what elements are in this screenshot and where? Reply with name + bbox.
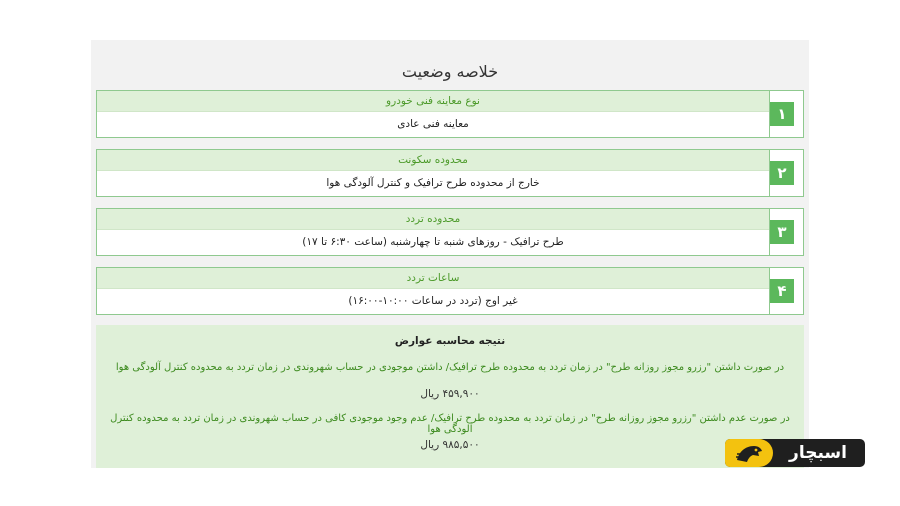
row-heading: ساعات تردد bbox=[97, 268, 769, 289]
row-number-badge: ۳ bbox=[770, 220, 794, 244]
row-value: خارج از محدوده طرح ترافیک و کنترل آلودگی هوا bbox=[326, 177, 540, 189]
result-condition-2: در صورت عدم داشتن "رزرو مجوز روزانه طرح" در زمان تردد به محدوده طرح ترافیک/ عدم وجود موجودی کافی در حساب شهروندی در زمان تردد به محدوده کنترل آلودگی هوا bbox=[110, 413, 790, 435]
summary-row-2 bbox=[96, 149, 804, 197]
row-heading: محدوده سکونت bbox=[97, 150, 769, 171]
horse-head-icon bbox=[725, 439, 773, 467]
row-heading: نوع معاینه فنی خودرو bbox=[97, 91, 769, 112]
result-amount-1: ۴۵۹,۹۰۰ ریال bbox=[420, 388, 480, 400]
summary-row-1 bbox=[96, 90, 804, 138]
result-title: نتیجه محاسبه عوارض bbox=[394, 335, 506, 347]
row-number-badge: ۲ bbox=[770, 161, 794, 185]
row-content bbox=[97, 268, 770, 314]
row-number-badge: ۴ bbox=[770, 279, 794, 303]
brand-name: اسبچار bbox=[789, 443, 847, 463]
summary-panel bbox=[91, 40, 809, 468]
row-content bbox=[97, 150, 770, 196]
summary-row-4 bbox=[96, 267, 804, 315]
row-value: معاینه فنی عادی bbox=[397, 118, 469, 130]
row-number-badge: ۱ bbox=[770, 102, 794, 126]
row-value: طرح ترافیک - روزهای شنبه تا چهارشنبه (ساعت ۶:۳۰ تا ۱۷) bbox=[302, 236, 564, 248]
page-title: خلاصه وضعیت bbox=[401, 62, 499, 81]
result-condition-1: در صورت داشتن "رزرو مجوز روزانه طرح" در زمان تردد به محدوده طرح ترافیک/ داشتن موجودی در حساب شهروندی در زمان تردد به محدوده کنترل آلودگی هوا bbox=[115, 362, 785, 373]
brand-logo bbox=[725, 439, 865, 467]
fee-result-box bbox=[96, 325, 804, 468]
result-amount-2: ۹۸۵,۵۰۰ ریال bbox=[420, 439, 480, 451]
summary-row-3 bbox=[96, 208, 804, 256]
row-value: غیر اوج (تردد در ساعات ۱۰:۰۰-۱۶:۰۰) bbox=[348, 295, 518, 307]
row-content bbox=[97, 91, 770, 137]
row-heading: محدوده تردد bbox=[97, 209, 769, 230]
row-content bbox=[97, 209, 770, 255]
